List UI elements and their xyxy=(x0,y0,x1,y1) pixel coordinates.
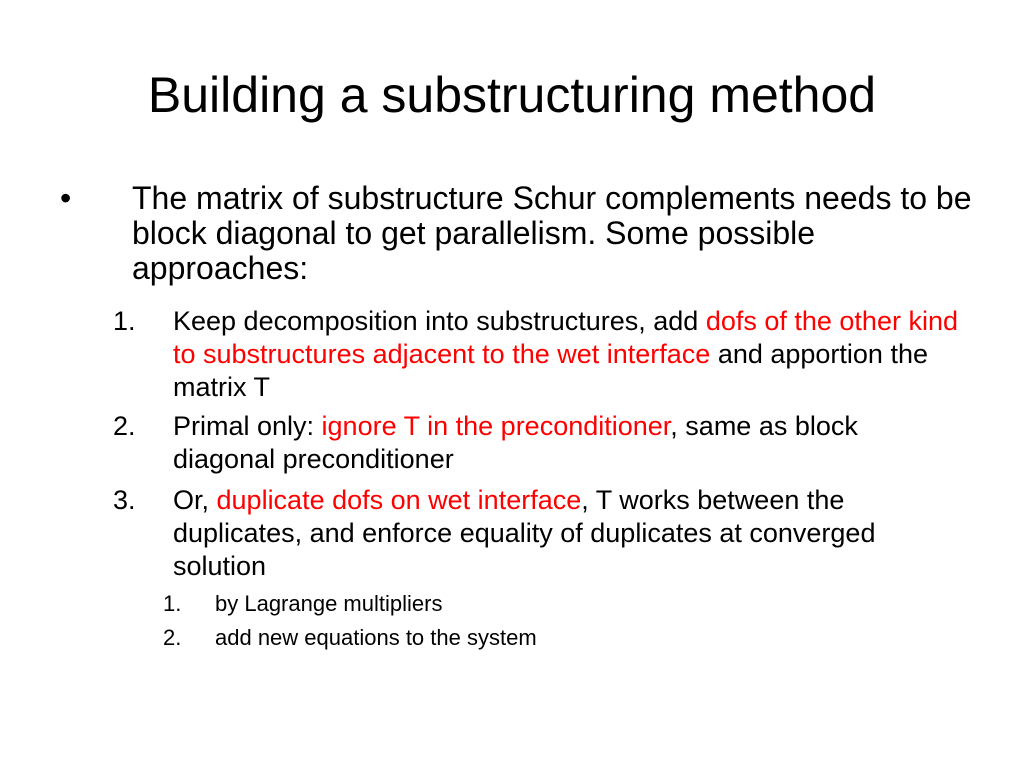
sub-list-item-1 xyxy=(163,590,863,618)
list-item-1-part2: and apportion the matrix T xyxy=(173,339,928,402)
list-item-1-part1: Keep decomposition into substructures, add xyxy=(173,306,706,336)
list-item-1 xyxy=(113,305,963,404)
list-item-2-text xyxy=(173,410,963,476)
bullet-marker: • xyxy=(60,180,72,216)
list-item-3-part2: , T works between the duplicates, and enforce equality of duplicates at converged solution xyxy=(173,485,876,581)
bullet-item xyxy=(60,181,980,286)
list-item-1-text xyxy=(173,305,963,404)
sub-list-item-2 xyxy=(163,624,863,652)
list-item-1-highlight: dofs of the other kind to substructures adjacent to the wet interface xyxy=(173,306,958,369)
sub-list-item-2-number: 2. xyxy=(163,625,182,650)
list-item-2-number: 2. xyxy=(113,411,136,441)
bullet-text: The matrix of substructure Schur complements needs to be block diagonal to get parallelism. Some possible approaches: xyxy=(132,180,972,286)
sub-list-item-1-text: by Lagrange multipliers xyxy=(215,591,443,616)
sub-list-item-2-text: add new equations to the system xyxy=(215,625,537,650)
list-item-2-part1: Primal only: xyxy=(173,411,322,441)
list-item-2-part2: , same as block diagonal preconditioner xyxy=(173,411,858,474)
sub-list-item-1-number: 1. xyxy=(163,591,182,616)
list-item-3 xyxy=(113,484,963,583)
list-item-3-number: 3. xyxy=(113,485,136,515)
list-item-3-text xyxy=(173,484,963,583)
list-item-1-number: 1. xyxy=(113,306,136,336)
list-item-3-highlight: duplicate dofs on wet interface xyxy=(216,485,582,515)
slide-title: Building a substructuring method xyxy=(147,67,877,123)
list-item-2-highlight: ignore T in the preconditioner xyxy=(321,411,671,441)
list-item-2 xyxy=(113,410,963,476)
list-item-3-part1: Or, xyxy=(173,485,217,515)
